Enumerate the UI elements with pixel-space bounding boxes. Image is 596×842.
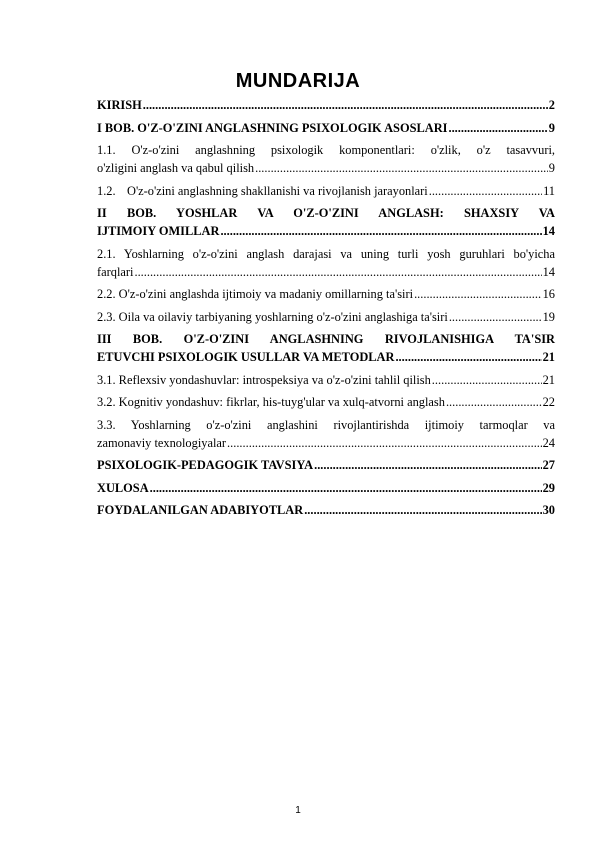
- toc-entry-1-2[interactable]: [97, 182, 555, 200]
- toc-entry-xulosa[interactable]: [97, 479, 555, 497]
- dot-leader: [429, 182, 542, 200]
- toc-entry-3-2[interactable]: [97, 393, 555, 411]
- toc-entry-text-line2: o'zligini anglash va qabul qilish: [97, 161, 255, 175]
- dot-leader: [446, 393, 542, 411]
- toc-entry-3-1[interactable]: [97, 371, 555, 389]
- toc-page-number: 29: [542, 480, 555, 495]
- toc-entry-text-line2: farqlari: [97, 264, 134, 279]
- toc-entry-text-line1: 2.1. Yoshlarning o'z-o'zini anglash darajasi va uning turli yosh guruhlari bo'yicha: [97, 246, 555, 261]
- page-title: MUNDARIJA: [235, 70, 361, 92]
- toc-entry-text: I BOB. O'Z-O'ZINI ANGLASHNING PSIXOLOGIK ASOSLARI: [97, 120, 448, 135]
- toc-page-number: 9: [548, 161, 555, 175]
- dot-leader: [150, 479, 542, 497]
- dot-leader: [432, 371, 542, 389]
- toc-page-number: 21: [542, 372, 555, 387]
- dot-leader: [255, 159, 548, 177]
- dot-leader: [304, 501, 541, 519]
- dot-leader: [395, 348, 541, 366]
- toc-page-number: 22: [542, 395, 555, 409]
- toc-page-number: 19: [542, 309, 555, 324]
- toc-entry-text: 3.2. Kognitiv yondashuv: fikrlar, his-tuyg'ular va xulq-atvorni anglash: [97, 395, 445, 409]
- toc-entry-text: O'z-o'zini anglashning shakllanishi va rivojlanish jarayonlari: [127, 183, 428, 198]
- toc-entry-text-line2: ETUVCHI PSIXOLOGIK USULLAR VA METODLAR: [97, 350, 395, 364]
- toc-entry-text: PSIXOLOGIK-PEDAGOGIK TAVSIYA: [97, 458, 314, 472]
- toc-entry-kirish[interactable]: [97, 96, 555, 114]
- toc-page-number: 27: [542, 458, 555, 472]
- toc-page-number: 21: [542, 350, 555, 364]
- toc-entry-3-3[interactable]: [97, 416, 555, 452]
- toc-entry-text-line1: 1.1. O'z-o'zini anglashning psixologik komponentlari: o'zlik, o'z tasavvuri,: [97, 143, 555, 157]
- toc-entry-text-line2: IJTIMOIY OMILLAR: [97, 224, 220, 238]
- dot-leader: [314, 456, 542, 474]
- toc-entry-bob3[interactable]: [97, 330, 555, 366]
- page-number-footer: 1: [295, 805, 301, 816]
- dot-leader: [227, 434, 542, 452]
- dot-leader: [448, 119, 547, 137]
- toc-page-number: 24: [542, 435, 555, 450]
- toc-entry-text-line1: III BOB. O'Z-O'ZINI ANGLASHNING RIVOJLANISHIGA TA'SIR: [97, 332, 555, 346]
- dot-leader: [414, 285, 542, 303]
- toc-entry-text-line1: 3.3. Yoshlarning o'z-o'zini anglashini rivojlantirishda ijtimoiy tarmoqlar va: [97, 417, 555, 432]
- dot-leader: [143, 96, 548, 114]
- toc-entry-1-1[interactable]: [97, 141, 555, 177]
- toc-entry-adabiyotlar[interactable]: [97, 501, 555, 519]
- toc-page-number: 14: [542, 264, 555, 279]
- toc-entry-text: 2.2. O'z-o'zini anglashda ijtimoiy va madaniy omillarning ta'siri: [97, 287, 414, 301]
- toc-page-number: 11: [543, 183, 555, 198]
- toc-entry-text: XULOSA: [97, 480, 149, 495]
- toc-page-number: 2: [548, 98, 555, 112]
- toc-entry-text-line2: zamonaviy texnologiyalar: [97, 435, 227, 450]
- toc-entry-text: 2.3. Oila va oilaviy tarbiyaning yoshlarning o'z-o'zini anglashiga ta'siri: [97, 309, 448, 324]
- toc-entry-2-2[interactable]: [97, 285, 555, 303]
- dot-leader: [449, 308, 542, 326]
- toc-page-number: 14: [542, 224, 555, 238]
- table-of-contents: [97, 96, 555, 524]
- toc-entry-bob2[interactable]: [97, 204, 555, 240]
- toc-entry-tavsiya[interactable]: [97, 456, 555, 474]
- dot-leader: [220, 222, 541, 240]
- toc-entry-text: 3.1. Reflexsiv yondashuvlar: introspeksiya va o'z-o'zini tahlil qilish: [97, 372, 431, 387]
- dot-leader: [134, 263, 541, 281]
- toc-entry-number: 1.2.: [97, 183, 116, 198]
- toc-entry-text: FOYDALANILGAN ADABIYOTLAR: [97, 503, 304, 517]
- toc-page-number: 30: [542, 503, 555, 517]
- toc-page-number: 16: [542, 287, 555, 301]
- toc-entry-bob1[interactable]: [97, 119, 555, 137]
- toc-entry-2-3[interactable]: [97, 308, 555, 326]
- toc-entry-text-line1: II BOB. YOSHLAR VA O'Z-O'ZINI ANGLASH: SHAXSIY VA: [97, 206, 555, 220]
- toc-page-number: 9: [548, 120, 555, 135]
- toc-entry-text: KIRISH: [97, 98, 142, 112]
- toc-entry-2-1[interactable]: [97, 245, 555, 281]
